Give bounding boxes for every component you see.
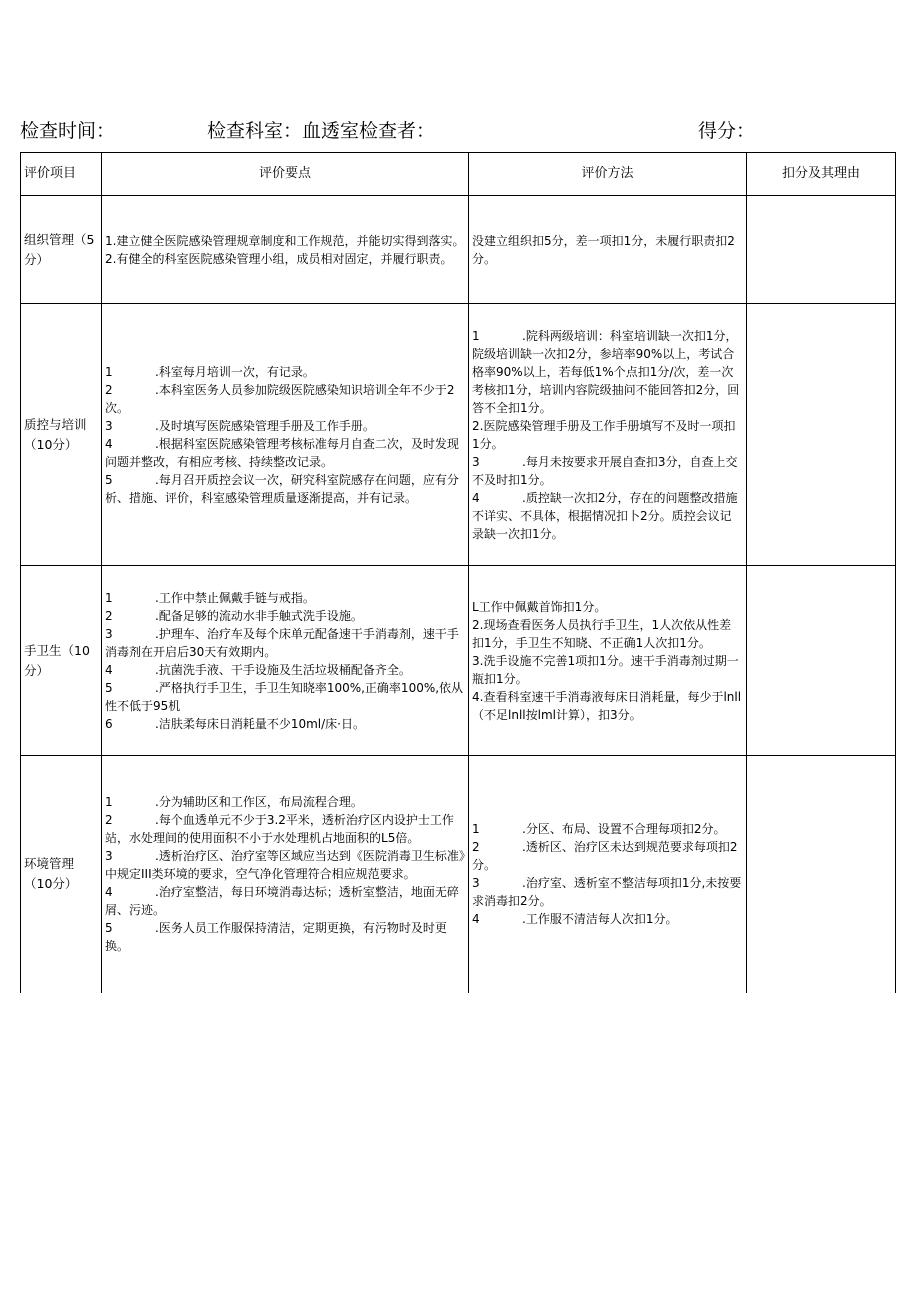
row-points [102,756,469,993]
row-points [102,196,469,304]
row-item: 质控与培训（10分） [21,304,102,566]
point-line: 2 .本科室医务人员参加院级医院感染知识培训全年不少于2次。 [105,382,455,415]
point-line: 6 .洁肤柔每床日消耗量不少10ml/床·日。 [105,716,365,731]
method-line: 1 .分区、布局、设置不合理每项扣2分。 [472,822,726,837]
method-line: 没建立组织扣5分，差一项扣1分，未履行职责扣2分。 [472,233,735,266]
row-method [469,756,747,993]
point-line: 2 .每个血透单元不少于3.2平米，透析治疗区内设护士工作站，水处理间的使用面积不小于水处理机占地面积的L5倍。 [105,813,454,846]
point-line: 1.建立健全医院感染管理规章制度和工作规范，并能切实得到落实。 [105,233,465,248]
method-line: 3 .治疗室、透析室不整洁每项扣1分,未按要求消毒扣2分。 [472,876,742,909]
point-line: 1 .分为辅助区和工作区，布局流程合理。 [105,795,363,810]
method-line: 4 .质控缺一次扣2分，存在的问题整改措施不详实、不具体，根据情况扣卜2分。质控会议记录缺一次扣1分。 [472,490,738,541]
table-header-row [21,153,896,196]
point-line: 5 .每月召开质控会议一次，研究科室院感存在问题，应有分析、措施、评价，科室感染管理质量逐渐提高，并有记录。 [105,472,459,505]
inspection-dept-label: 检查科室：血透室检查者： [207,120,436,142]
point-line: 5 .医务人员工作服保持清洁，定期更换，有污物时及时更换。 [105,921,447,954]
method-line: 3.洗手设施不完善1项扣1分。速干手消毒剂过期一瓶扣1分。 [472,653,739,686]
col-header-method: 评价方法 [469,153,747,196]
row-item: 组织管理（5分） [21,196,102,304]
point-line: 3 .透析治疗区、治疗室等区域应当达到《医院消毒卫生标准》中规定III类环境的要求，空气净化管理符合相应规范要求。 [105,849,465,882]
method-line: 3 .每月未按要求开展自查扣3分，自查上交不及时扣1分。 [472,454,738,487]
score-label: 得分： [698,120,756,142]
point-line: 1 .工作中禁止佩戴手链与戒指。 [105,590,315,605]
row-deduction[interactable] [747,566,896,756]
row-method [469,566,747,756]
row-item: 手卫生（10分） [21,566,102,756]
evaluation-table [20,152,896,993]
page-header [20,116,900,146]
point-line: 4 .抗菌洗手液、干手设施及生活垃圾桶配备齐全。 [105,662,411,677]
table-row [21,566,896,756]
method-line: 2.医院感染管理手册及工作手册填写不及时一项扣1分。 [472,418,736,451]
row-method [469,196,747,304]
point-line: 5 .严格执行手卫生，手卫生知晓率100%,正确率100%,依从性不低于95机 [105,680,464,713]
col-header-points: 评价要点 [102,153,469,196]
point-line: 3 .护理车、治疗车及每个床单元配备速干手消毒剂，速干手消毒剂在开启后30天有效期内。 [105,626,459,659]
inspection-time-label: 检查时间： [20,120,116,142]
row-points [102,304,469,566]
point-line: 1 .科室每月培训一次，有记录。 [105,364,315,379]
method-line: 1 .院科两级培训：科室培训缺一次扣1分，院级培训缺一次扣2分，参培率90%以上，考试合格率90%以上，若每低1%个点扣1分/次，差一次考核扣1分，培训内容院级抽问不能回答扣2分，回答不全扣1分。 [472,328,740,415]
row-method [469,304,747,566]
table-row [21,196,896,304]
row-deduction[interactable] [747,196,896,304]
point-line: 4 .根据科室医院感染管理考核标准每月自查二次，及时发现问题并整改，有相应考核、持续整改记录。 [105,436,459,469]
point-line: 4 .治疗室整洁，每日环境消毒达标；透析室整洁，地面无碎屑、污迹。 [105,885,459,918]
method-line: 2 .透析区、治疗区未达到规范要求每项扣2分。 [472,840,738,873]
col-header-deduction: 扣分及其理由 [747,153,896,196]
point-line: 3 .及时填写医院感染管理手册及工作手册。 [105,418,375,433]
method-line: 4 .工作服不清洁每人次扣1分。 [472,912,678,927]
point-line: 2.有健全的科室医院感染管理小组，成员相对固定，并履行职责。 [105,251,453,266]
row-item: 环境管理（10分） [21,756,102,993]
method-line: 4.查看科室速干手消毒液每床日消耗量，每少于lnll（不足lnll按lml计算），扣3分。 [472,689,742,722]
method-line: 2.现场查看医务人员执行手卫生，1人次依从性差扣1分，手卫生不知晓、不正确1人次扣1分。 [472,617,732,650]
col-header-item: 评价项目 [21,153,102,196]
table-row [21,304,896,566]
row-deduction[interactable] [747,756,896,993]
table-row [21,756,896,993]
row-deduction[interactable] [747,304,896,566]
point-line: 2 .配备足够的流动水非手触式洗手设施。 [105,608,363,623]
method-line: L工作中佩戴首饰扣1分。 [472,599,607,614]
row-points [102,566,469,756]
